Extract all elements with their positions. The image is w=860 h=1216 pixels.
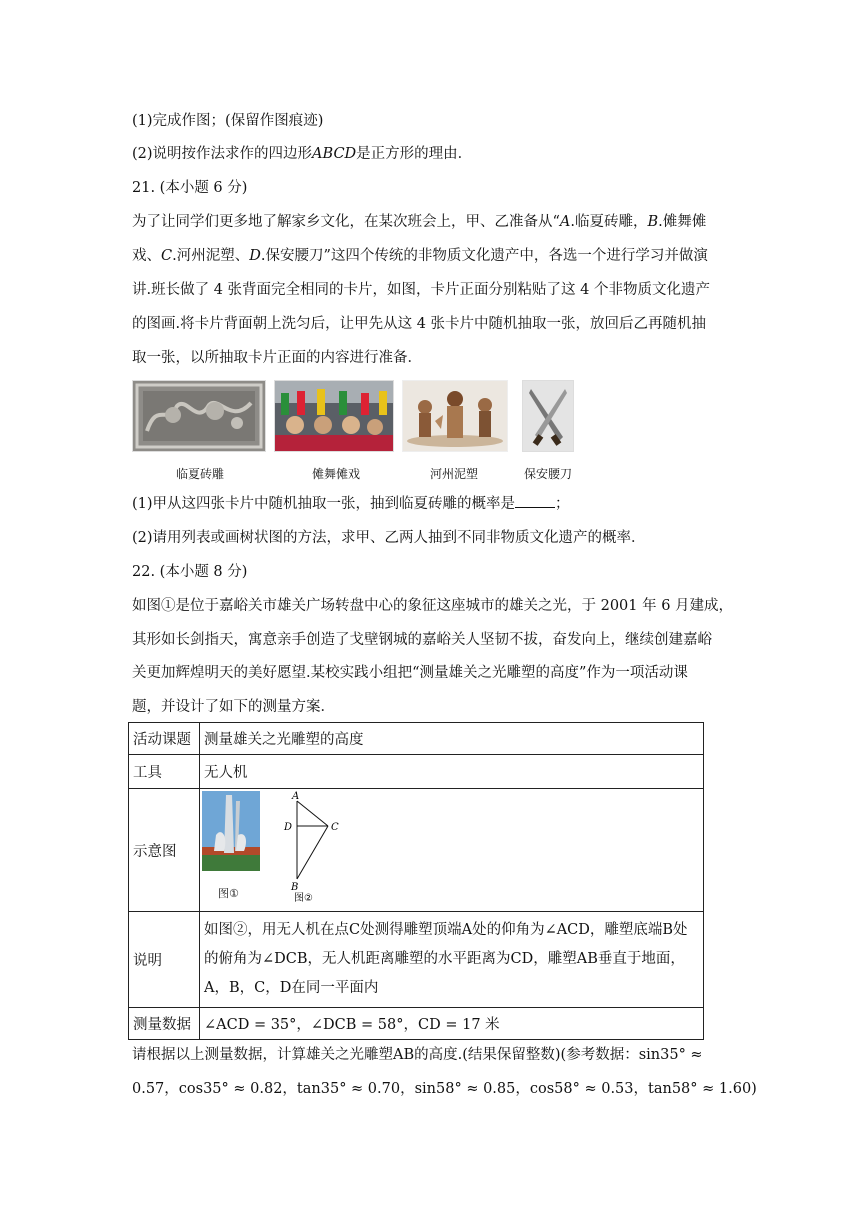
geometry-diagram <box>280 789 350 907</box>
card-baoan-waist-knife-image <box>522 380 574 452</box>
q22-text-line2: 其形如长剑指天，寓意亲手创造了戈壁钢城的嘉峪关人坚韧不拔，奋发向上，继续创建嘉峪 <box>132 632 712 648</box>
q22-question-line2: 0.57，cos35° ≈ 0.82，tan35° ≈ 0.70，sin58° ≈ 0.85，cos58° ≈ 0.53，tan58° ≈ 1.60) <box>132 1081 757 1097</box>
caption-linxia-brick-carving: 临夏砖雕 <box>175 467 224 481</box>
caption-hezhou-clay-sculpture: 河州泥塑 <box>429 467 478 481</box>
q21-sub1: (1)甲从这四张卡片中随机抽取一张，抽到临夏砖雕的概率是 ； <box>132 493 570 515</box>
sculpture-photo <box>202 791 260 871</box>
card-hezhou-clay-sculpture-image <box>402 380 508 452</box>
point-A-label: A <box>292 791 300 802</box>
row-value-explanation: 如图②，用无人机在点C处测得雕塑顶端A处的仰角为∠ACD，雕塑底端B处的俯角为∠DCB，无人机距离雕塑的水平距离为CD，雕塑AB垂直于地面，A，B，C，D在同一平面内 <box>200 912 704 1008</box>
fig2-label: 图② <box>294 893 313 904</box>
card-linxia-brick-carving-image <box>132 380 266 452</box>
row-value-measurement-data: ∠ACD = 35°，∠DCB = 58°，CD = 17 米 <box>200 1008 704 1040</box>
point-B-label: B <box>291 882 299 893</box>
q20-part2: (2)说明按作法求作的四边形ABCD是正方形的理由． <box>132 146 473 162</box>
row-value-activity-topic: 测量雄关之光雕塑的高度 <box>200 723 704 755</box>
q21-text-line5: 取一张，以所抽取卡片正面的内容进行准备． <box>132 350 422 366</box>
q21-text-line2: 戏、C.河州泥塑、D.保安腰刀”这四个传统的非物质文化遗产中，各选一个进行学习并做演 <box>132 248 708 264</box>
caption-baoan-waist-knife: 保安腰刀 <box>523 467 572 481</box>
row-label-explanation: 说明 <box>129 912 200 1008</box>
q22-header: 22. (本小题 8 分) <box>132 564 248 580</box>
row-value-tool: 无人机 <box>200 755 704 789</box>
q21-text-line3: 讲.班长做了 4 张背面完全相同的卡片，如图，卡片正面分别粘贴了这 4 个非物质文化遗产 <box>132 282 710 298</box>
row-label-diagram: 示意图 <box>129 789 200 912</box>
row-label-tool: 工具 <box>129 755 200 789</box>
fig1-label: 图① <box>218 887 239 900</box>
q22-question-line1: 请根据以上测量数据，计算雄关之光雕塑AB的高度.(结果保留整数)(参考数据：sin35° ≈ <box>132 1047 703 1063</box>
q22-text-line3: 关更加辉煌明天的美好愿望.某校实践小组把“测量雄关之光雕塑的高度”作为一项活动课 <box>132 665 688 681</box>
answer-blank[interactable] <box>515 493 555 508</box>
point-D-label: D <box>284 822 293 833</box>
q22-text-line4: 题，并设计了如下的测量方案． <box>132 699 335 715</box>
row-label-measurement-data: 测量数据 <box>129 1008 200 1040</box>
q21-header: 21. (本小题 6 分) <box>132 180 248 196</box>
q21-sub2: (2)请用列表或画树状图的方法，求甲、乙两人抽到不同非物质文化遗产的概率． <box>132 530 646 546</box>
q21-text-line1: 为了让同学们更多地了解家乡文化，在某次班会上，甲、乙准备从“A.临夏砖雕，B.傩舞傩 <box>132 214 707 230</box>
row-value-diagram <box>200 789 704 912</box>
q21-text-line4: 的图画.将卡片背面朝上洗匀后，让甲先从这 4 张卡片中随机抽取一张，放回后乙再随机抽 <box>132 316 707 332</box>
q22-text-line1: 如图①是位于嘉峪关市雄关广场转盘中心的象征这座城市的雄关之光，于 2001 年 6 月建成， <box>132 598 734 614</box>
caption-nuo-dance-opera: 傩舞傩戏 <box>311 467 360 481</box>
measurement-plan-table <box>128 722 704 1040</box>
point-C-label: C <box>331 822 339 833</box>
q20-part1: (1)完成作图；(保留作图痕迹) <box>132 113 324 129</box>
row-label-activity-topic: 活动课题 <box>129 723 200 755</box>
card-nuo-dance-opera-image <box>274 380 394 452</box>
